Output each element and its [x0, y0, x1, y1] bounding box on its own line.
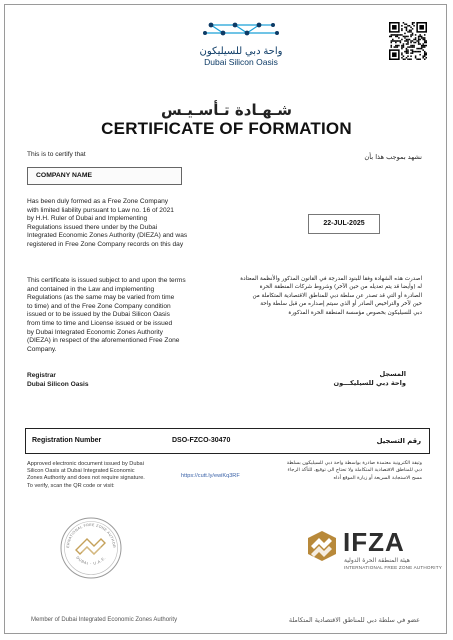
seal-bottom-text: DUBAI - U.A.E.: [75, 555, 107, 566]
electronic-line-ar: مسح الاستجابة السريعة أو زيارة الموقع أداه: [333, 474, 422, 481]
electronic-note-ar: [272, 460, 422, 482]
registrar-ar: [333, 370, 406, 387]
qr-code-icon[interactable]: [389, 22, 427, 60]
registration-label-ar: رقم التسجيل: [376, 437, 421, 445]
ifza-english: INTERNATIONAL FREE ZONE AUTHORITY: [344, 565, 442, 570]
verify-link[interactable]: https://cutt.ly/ewiKq3RF: [181, 473, 240, 479]
formation-line: by H.H. Ruler of Dubai and Implementing: [27, 215, 148, 223]
terms-line: to time) and of the Free Zone Company condition: [27, 302, 171, 310]
dso-network-icon: [199, 19, 283, 41]
company-name-box: COMPANY NAME: [27, 167, 182, 185]
terms-line: (DIEZA) in respect of the aforementioned Free Zone: [27, 337, 180, 345]
registrar-title-ar: المسجل: [379, 370, 406, 378]
ifza-seal-icon: [59, 516, 123, 580]
registrar-title: Registrar: [27, 372, 56, 379]
svg-text:INTERNATIONAL FREE ZONE AUTHOR: [59, 516, 116, 548]
electronic-note-en: [27, 461, 145, 490]
terms-line-ar: اصدرت هذه الشهادة وفقا للبنود المدرجة في القانون المذكور والأنظمة المعتادة: [240, 276, 422, 282]
certificate-page: [4, 4, 447, 634]
dso-logo-arabic: واحة دبي للسيليكون: [199, 46, 283, 57]
terms-line: issued or to be issued by the Dubai Silicon Oasis: [27, 311, 170, 319]
electronic-line: Zones Authority and does not require signature.: [27, 475, 145, 482]
registrar-en: [27, 372, 89, 389]
terms-paragraph-en: [27, 277, 242, 354]
formation-line: with limited liability pursuant to Law no. 16 of 2021: [27, 206, 174, 214]
registrar-org: Dubai Silicon Oasis: [27, 380, 89, 388]
terms-line: by Dubai Integrated Economic Zones Authority: [27, 328, 163, 336]
footer-member-ar: عضو في سلطة دبي للمناطق الاقتصادية المتكاملة: [288, 616, 420, 624]
formation-line: registered in Free Zone Company records on this day: [27, 240, 184, 248]
svg-text:DUBAI - U.A.E.: [75, 556, 107, 566]
terms-line: from time to time and License issued or be issued: [27, 319, 173, 327]
formation-line: Has been duly formed as a Free Zone Company: [27, 198, 169, 205]
electronic-line: Approved electronic document issued by Dubai: [27, 461, 144, 467]
terms-line: This certificate is issued subject to and upon the terms: [27, 277, 186, 284]
dso-logo: [191, 19, 291, 67]
formation-line: Regulations issued there under by the Dubai: [27, 223, 158, 231]
electronic-line-ar: دبي للمناطق الاقتصادية المتكاملة ولا تحتاج الى توقيع، للتأكد الرجاء: [287, 467, 422, 474]
electronic-line: To verify, scan the QR code or visit:: [27, 482, 115, 489]
ifza-arabic: هيئة المنطقة الحرة الدولية: [344, 557, 410, 564]
electronic-line: Silicon Oasis at Dubai Integrated Economic: [27, 468, 135, 475]
terms-line-ar: له (وأيضا قد يتم تعديله من حين الآخر) وشروط شركات المنطقة الحرة: [259, 284, 422, 291]
terms-line: Regulations (as the same may be varied from time: [27, 294, 175, 302]
ifza-wordmark: IFZA: [343, 527, 405, 557]
terms-line-ar: حين لآخر والتراخيص الصادر أو الذي سيتم إصداره من قبل سلطة واحة: [260, 301, 422, 308]
title-arabic: شـهـادة تـأسـيـس: [160, 101, 293, 119]
electronic-line-ar: وثيقة الكترونية معتمدة صادرة بواسطة واحة دبي للسيليكون بسلطة: [286, 460, 422, 466]
registration-number: DSO-FZCO-30470: [172, 437, 231, 444]
registration-box: [25, 428, 430, 454]
seal-ring-text: ERNATIONAL FREE ZONE AUTHOR: [65, 522, 117, 549]
terms-line: and contained in the Law and implementing: [27, 285, 155, 293]
registrar-org-ar: واحة دبي للسيليكـــون: [333, 378, 406, 387]
terms-line: Company.: [27, 345, 57, 353]
formation-paragraph: [27, 198, 297, 250]
terms-line-ar: الصادرة أو التي قد تصدر عن سلطة دبي للمناطق الاقتصادية المتكاملة من: [252, 292, 422, 299]
certify-text-ar: نشهد بموجب هذا بأن: [364, 153, 422, 161]
certify-text-en: This is to certify that: [27, 151, 86, 158]
registration-label: Registration Number: [32, 437, 102, 444]
ifza-emblem-icon: [305, 529, 339, 563]
formation-line: Integrated Economic Zones Authority (DIEZA) and was: [27, 232, 188, 240]
terms-paragraph-ar: [237, 275, 422, 317]
terms-line-ar: دبي للسيليكون بخصوص مؤسسة المنطقة الحرة المذكورة: [288, 309, 422, 316]
formation-date: 22-JUL-2025: [308, 214, 380, 234]
title-english: CERTIFICATE OF FORMATION: [101, 119, 352, 138]
dso-logo-english: Dubai Silicon Oasis: [204, 57, 278, 67]
footer-member-en: Member of Dubai Integrated Economic Zones Authority: [31, 617, 178, 623]
